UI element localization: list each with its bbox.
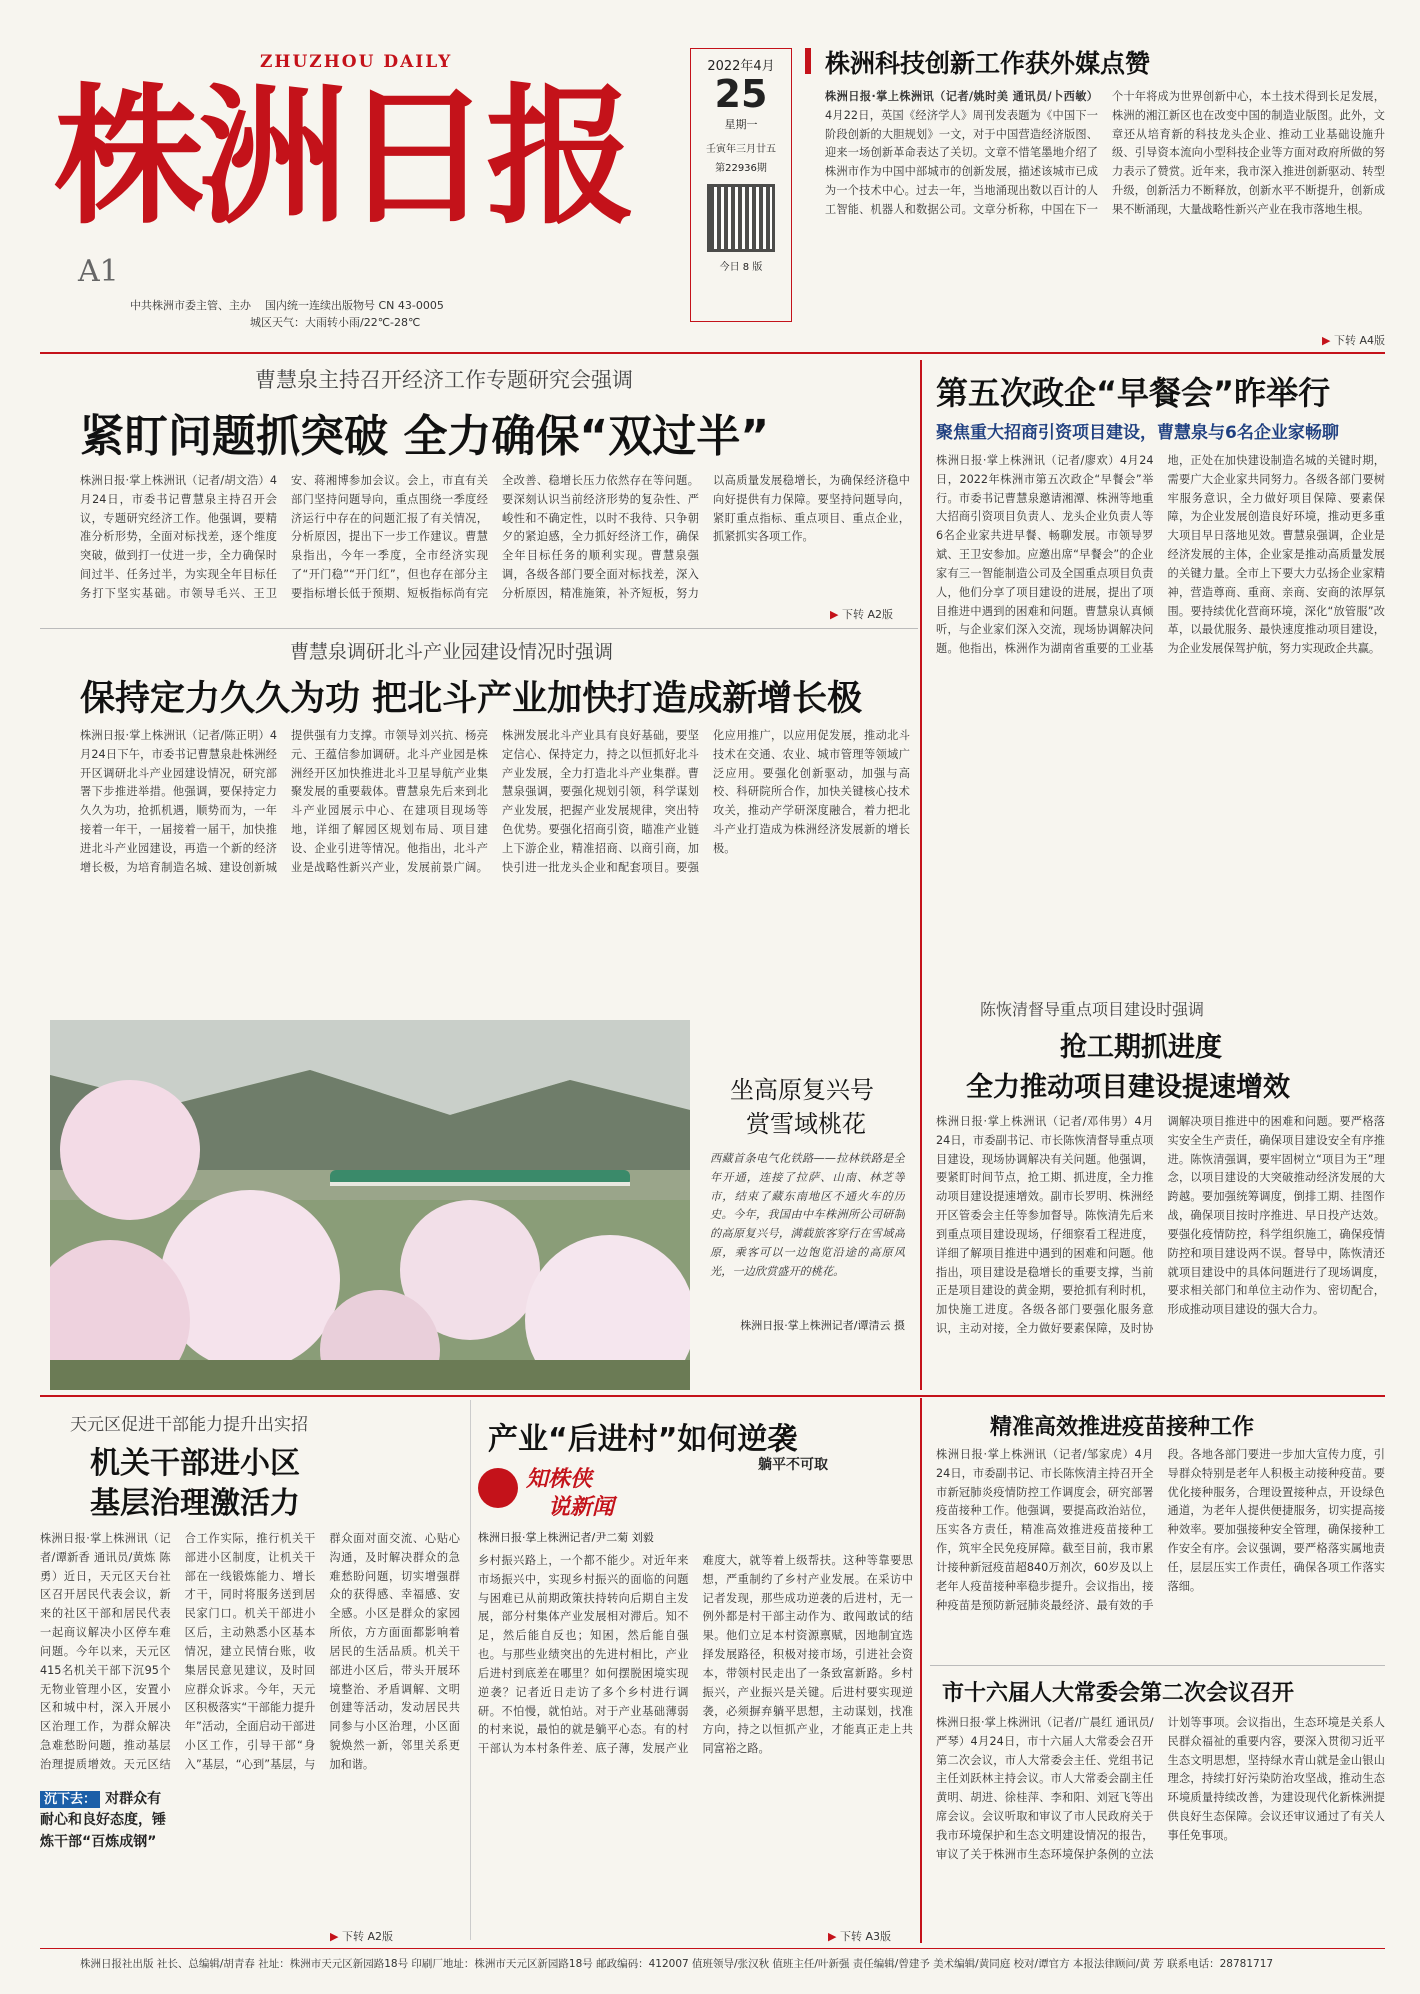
callout-text: 对群众有耐心和良好态度，锤炼干部“百炼成钢” [40, 1791, 166, 1850]
masthead-title: 株洲日报 [54, 69, 631, 245]
story-villages-title: 产业“后进村”如何逆袭 [488, 1422, 798, 1457]
story-vaccine [930, 1400, 1385, 1660]
page-number: A1 [78, 254, 119, 289]
top-story-marker [805, 48, 811, 74]
date-weekday: 星期一 [724, 117, 758, 131]
callout-tag: 沉下去： [40, 1791, 100, 1808]
masthead-divider [40, 352, 1385, 354]
issn: 国内统一连续出版物号 CN 43-0005 [265, 299, 444, 312]
issue-number: 第22936期 [715, 162, 767, 174]
weather: 城区天气：大雨转小雨/22℃-28℃ [250, 315, 421, 329]
page-count: 今日 8 版 [719, 261, 763, 273]
divider-1 [40, 628, 918, 629]
story-projects-title-1: 抢工期抓进度 [1060, 1032, 1222, 1063]
date-box [690, 48, 792, 322]
story-economy-title: 紧盯问题抓突破 全力确保“双过半” [80, 411, 770, 462]
logo-swoosh-icon [478, 1468, 518, 1508]
divider-3 [930, 1665, 1385, 1666]
story-breakfast-body: 株洲日报·掌上株洲讯（记者/廖欢）4月24日，2022年株洲市第五次政企“早餐会”举行。市委书记曹慧泉邀请湘潭、株洲等地重大招商引资项目负责人、龙头企业负责人等6名企业家共进早餐、畅聊发展。市领导罗斌、王卫安参加。应邀出席“早餐会”的企业家有三一智能制造公司及全国重点项目负责人，他们分享了项目建设的进展，提出了项目推进中遇到的困难和问题。曹慧泉认真倾听，与企业家们深入交流，现场协调解决问题。他指出，株洲作为湖南省重要的工业基地，正处在加快建设制造名城的关键时期，需要广大企业家共同努力。各级各部门要树牢服务意识，全力做好项目保障、要素保障，为企业发展创造良好环境，推动更多重大项目早日落地见效。曹慧泉强调，企业是经济发展的主体，企业家是推动高质量发展的关键力量。全市上下要大力弘扬企业家精神，营造尊商、重商、亲商、安商的浓厚氛围。要持续优化营商环境，深化“放管服”改革，以最优服务、最快速度推动项目建设，为企业发展保驾护航，努力实现政企共赢。 [936, 454, 1385, 656]
story-economy [40, 360, 920, 620]
story-cadres-title-2: 基层治理激活力 [90, 1486, 300, 1521]
divider-2 [40, 1395, 1385, 1397]
story-beidou-kicker: 曹慧泉调研北斗产业园建设情况时强调 [290, 641, 614, 663]
vdivider-b [920, 1398, 922, 1943]
photo-credit: 株洲日报·掌上株洲记者/谭清云 摄 [740, 1319, 905, 1332]
masthead-english: ZHUZHOU DAILY [260, 52, 453, 72]
story-beidou [40, 635, 920, 995]
story-congress-title: 市十六届人大常委会第二次会议召开 [942, 1681, 1295, 1706]
story-villages-byline: 株洲日报·掌上株洲记者/尹二菊 刘毅 [478, 1531, 654, 1544]
story-breakfast-title: 第五次政企“早餐会”昨举行 [936, 374, 1331, 412]
vdivider-a [470, 1400, 471, 1940]
date-year-month: 2022年4月 [707, 59, 775, 74]
logo-text-2: 说新闻 [548, 1495, 615, 1520]
story-cadres-kicker: 天元区促进干部能力提升出实招 [70, 1415, 308, 1435]
story-beidou-body: 株洲日报·掌上株洲讯（记者/陈正明）4月24日下午，市委书记曹慧泉赴株洲经开区调研北斗产业园建设情况，研究部署下步推进举措。他强调，要保持定力久久为功，抢抓机遇，顺势而为，一年接着一年干，一届接着一届干，加快推进北斗产业园建设，再造一个新的经济增长极，为培育制造名城、建设创新城提供强有力支撑。市领导刘兴抗、杨亮元、王蕴信参加调研。北斗产业园是株洲经开区加快推进北斗卫星导航产业集聚发展的重要载体。曹慧泉先后来到北斗产业园展示中心、在建项目现场等地，详细了解园区规划布局、项目建设、企业引进等情况。他指出，北斗产业是战略性新兴产业，发展前景广阔。株洲发展北斗产业具有良好基础，要坚定信心、保持定力，持之以恒抓好北斗产业发展，全力打造北斗产业集群。曹慧泉强调，要强化规划引领，科学谋划产业发展，把握产业发展规律，突出特色优势。要强化招商引资，瞄准产业链上下游企业，精准招商、以商引商，加快引进一批龙头企业和配套项目。要强化应用推广，以应用促发展，推动北斗技术在交通、农业、城市管理等领域广泛应用。要强化创新驱动，加强与高校、科研院所合作，加快关键核心技术攻关，推动产学研深度融合，着力把北斗产业打造成为株洲经济发展新的增长极。 [80, 729, 910, 874]
story-economy-kicker: 曹慧泉主持召开经济工作专题研究会强调 [255, 368, 633, 392]
story-congress [930, 1670, 1385, 1942]
top-story [805, 40, 1385, 350]
story-projects-kicker: 陈恢清督导重点项目建设时强调 [980, 1000, 1205, 1019]
story-cadres [40, 1400, 465, 1942]
story-congress-body: 株洲日报·掌上株洲讯（记者/广晨红 通讯员/严琴）4月24日，市十六届人大常委会召开第二次会议，市人大常委会主任、党组书记主任刘跃林主持会议。市人大常委会副主任黄明、胡进、徐桂萍、李和阳、刘冠飞等出席会议。会议听取和审议了市人民政府关于我市环境保护和生态文明建设情况的报告，审议了关于株洲市生态环境保护条例的立法计划等事项。会议指出，生态环境是关系人民群众福祉的重要内容，要深入贯彻习近平生态文明思想，坚持绿水青山就是金山银山理念，持续打好污染防治攻坚战，推动生态环境质量持续改善，为建设现代化新株洲提供良好生态保障。会议还审议通过了有关人事任免事项。 [936, 1716, 1385, 1861]
date-lunar: 壬寅年三月廿五 [706, 143, 776, 155]
publisher: 中共株洲市委主管、主办 [130, 299, 251, 312]
footer-rule [40, 1948, 1385, 1949]
top-story-body [825, 88, 1385, 328]
story-villages-more[interactable]: ▶ 下转 A3版 [828, 1930, 891, 1943]
logo-text-1: 知株侠 [526, 1467, 593, 1492]
photo-feature [40, 1000, 915, 1390]
story-villages-body: 乡村振兴路上，一个都不能少。对近年来市场振兴中，实现乡村振兴的面临的问题与困难已从前期政策扶持转向后期自主发展，部分村集体产业发展相对滞后。知不足，然后能自反也；知困，然后能自强也。与那些业绩突出的先进村相比，产业后进村到底差在哪里？如何摆脱困境实现逆袭？记者近日走访了多个乡村进行调研。不怕慢，就怕站。对于产业基础薄弱的村来说，最怕的就是躺平心态。有的村干部认为本村条件差、底子薄，发展产业难度大，就等着上级帮扶。这种等靠要思想，严重制约了乡村产业发展。在采访中记者发现，那些成功逆袭的后进村，无一例外都是村干部主动作为、敢闯敢试的结果。他们立足本村资源禀赋，因地制宜选择发展路径，积极对接市场，引进社会资本，带领村民走出了一条致富新路。乡村振兴，产业振兴是关键。后进村要实现逆袭，必须摒弃躺平思想，主动谋划，找准方向，持之以恒抓产业，才能真正走上共同富裕之路。 [478, 1554, 913, 1756]
story-breakfast [930, 360, 1385, 990]
story-cadres-title-1: 机关干部进小区 [90, 1446, 300, 1481]
story-projects [930, 995, 1385, 1390]
date-day: 25 [714, 72, 768, 116]
story-projects-title-2: 全力推动项目建设提速增效 [966, 1072, 1290, 1103]
story-villages-author: 躺平不可取 [758, 1457, 828, 1473]
photo-caption-title-2: 赏雪域桃花 [746, 1110, 866, 1138]
story-vaccine-body: 株洲日报·掌上株洲讯（记者/邹家虎）4月24日，市委副书记、市长陈恢清主持召开全市新冠肺炎疫情防控工作调度会，研究部署疫苗接种工作。他强调，要提高政治站位，压实各方责任，精准高效推进疫苗接种工作，筑牢全民免疫屏障。截至目前，我市累计接种新冠疫苗超840万剂次，60岁及以上老年人疫苗接种率稳步提升。会议指出，接种疫苗是预防新冠肺炎最经济、最有效的手段。各地各部门要进一步加大宣传力度，引导群众特别是老年人积极主动接种疫苗。要优化接种服务，合理设置接种点，开设绿色通道，为老年人提供便捷服务，切实提高接种效率。要加强接种安全管理，确保接种工作安全有序。会议强调，要严格落实属地责任，层层压实工作责任，确保各项工作落实落细。 [936, 1448, 1385, 1612]
masthead-info [130, 298, 690, 331]
story-villages [478, 1400, 918, 1942]
train-photo [50, 1020, 690, 1390]
column-divider [920, 360, 922, 1390]
story-beidou-title: 保持定力久久为功 把北斗产业加快打造成新增长极 [80, 679, 863, 719]
top-story-title: 株洲科技创新工作获外媒点赞 [825, 49, 1151, 78]
story-cadres-body: 株洲日报·掌上株洲讯（记者/谭新香 通讯员/黄炼 陈勇）近日，天元区天台社区召开居民代表会议，新来的社区干部和居民代表一起商议解决小区停车难问题。今年以来，天元区415名机关干部下沉95个无物业管理小区，安置小区和城中村，深入开展小区治理工作，为群众解决急难愁盼问题，推动基层治理提质增效。天元区结合工作实际，推行机关干部进小区制度，让机关干部在一线锻炼能力、增长才干，同时将服务送到居民家门口。机关干部进小区后，主动熟悉小区基本情况，建立民情台账，收集居民意见建议，及时回应群众诉求。今年，天元区积极落实“干部能力提升年”活动，全面启动干部进小区工作，引导干部“身入”基层，“心到”基层，与群众面对面交流、心贴心沟通，及时解决群众的急难愁盼问题，切实增强群众的获得感、幸福感、安全感。小区是群众的家园所依，方方面面都影响着居民的生活品质。机关干部进小区后，带头开展环境整治、矛盾调解、文明创建等活动，发动居民共同参与小区治理，小区面貌焕然一新，邻里关系更加和谐。 [40, 1532, 460, 1771]
qr-code[interactable] [707, 184, 775, 252]
story-vaccine-title: 精准高效推进疫苗接种工作 [990, 1415, 1255, 1440]
story-breakfast-subtitle: 聚焦重大招商引资项目建设，曹慧泉与6名企业家畅聊 [936, 423, 1339, 443]
photo-caption-title-1: 坐高原复兴号 [730, 1076, 874, 1104]
top-story-text: 4月22日，英国《经济学人》周刊发表题为《中国下一阶段创新的大胆规划》一文，对于中国营造经济版图、迎来一场创新革命表达了关切。文章不惜笔墨地介绍了株洲市作为中国中部城市的创新发展，描述该城市已成为一个技术中心。过去一年，当地涌现出数以百计的人工智能、机器人和数据公司。文章分析称，中国在下一个十年将成为世界创新中心，本土技术得到长足发展，株洲的湘江新区也在改变中国的制造业版图。此外，文章还从培育新的科技龙头企业、推动工业基础设施升级、引导资本流向小型科技企业等方面对政府所做的努力表示了赞赏。近年来，我市深入推进创新驱动、转型升级，创新活力不断释放，创新水平不断提升，创新成果不断涌现，大量战略性新兴产业在我市落地生根。 [825, 90, 1385, 216]
story-cadres-callout [40, 1788, 168, 1852]
story-projects-body: 株洲日报·掌上株洲讯（记者/邓伟男）4月24日，市委副书记、市长陈恢清督导重点项目建设，现场协调解决有关问题。他强调，要紧盯时间节点，抢工期、抓进度，全力推动项目建设提速增效。副市长罗明、株洲经开区管委会主任等参加督导。陈恢清先后来到重点项目建设现场，仔细察看工程进度，详细了解项目推进中遇到的困难和问题。他指出，项目建设是稳增长的重要支撑，当前正是项目建设的黄金期，要抢抓有利时机，加快施工进度。各级各部门要强化服务意识，主动对接，全力做好要素保障，及时协调解决项目推进中的困难和问题。要严格落实安全生产责任，确保项目建设安全有序推进。陈恢清强调，要牢固树立“项目为王”理念，以项目建设的大突破推动经济发展的大跨越。要加强统筹调度，倒排工期、挂图作战，确保项目按时序推进、早日投产达效。要强化疫情防控，科学组织施工，确保疫情防控和项目建设两不误。督导中，陈恢清还就项目建设中的具体问题进行了现场调度，要求相关部门和单位主动作为、密切配合，形成推动项目建设的强大合力。 [936, 1115, 1385, 1335]
story-cadres-more[interactable]: ▶ 下转 A2版 [330, 1930, 393, 1943]
story-economy-body: 株洲日报·掌上株洲讯（记者/胡文浩）4月24日，市委书记曹慧泉主持召开会议，专题研究经济工作。他强调，要精准分析形势，全面对标找差，逐个维度突破，做到打一仗进一步，全力确保时间过半、任务过半，为实现全年目标任务打下坚实基础。市领导毛兴、王卫安、蒋湘博参加会议。会上，市直有关部门坚持问题导向，重点围绕一季度经济运行中存在的问题汇报了有关情况，分析原因，提出下一步工作建议。曹慧泉指出，今年一季度，全市经济实现了“开门稳”“开门红”，但也存在部分主要指标增长低于预期、短板指标尚有完全改善、稳增长压力依然存在等问题。要深刻认识当前经济形势的复杂性、严峻性和不确定性，以时不我待、只争朝夕的紧迫感，全力抓好经济工作，确保全年目标任务的顺利实现。曹慧泉强调，各级各部门要全面对标找差，深入分析原因，精准施策，补齐短板，努力以高质量发展稳增长，为确保经济稳中向好提供有力保障。要坚持问题导向，紧盯重点指标、重点项目、重点企业，抓紧抓实各项工作。 [80, 474, 910, 600]
top-story-more[interactable]: ▶ 下转 A4版 [1322, 334, 1385, 347]
photo-caption-text: 西藏首条电气化铁路——拉林铁路是全年开通，连接了拉萨、山南、林芝等市，结束了藏东南地区不通火车的历史。今年，我国由中车株洲所公司研制的高原复兴号，满载旅客穿行在雪域高原，乘客可以一边饱览沿途的高原风光，一边欣赏盛开的桃花。 [710, 1152, 905, 1278]
footer-imprint: 株洲日报社出版 社长、总编辑/胡青春 社址：株洲市天元区新园路18号 印刷厂地址：株洲市天元区新园路18号 邮政编码：412007 值班领导/张汉秋 值班主任/叶新强 责任编辑/曾建予 美术编辑/黄同庭 校对/谭官方 本报法律顾问/黄 芳 联系电话：28781717 [80, 1958, 1274, 1970]
story-economy-more[interactable]: ▶ 下转 A2版 [830, 608, 893, 621]
column-logo [478, 1462, 648, 1522]
top-story-byline: 株洲日报·掌上株洲讯（记者/姚时美 通讯员/卜西敏） [825, 90, 1098, 103]
